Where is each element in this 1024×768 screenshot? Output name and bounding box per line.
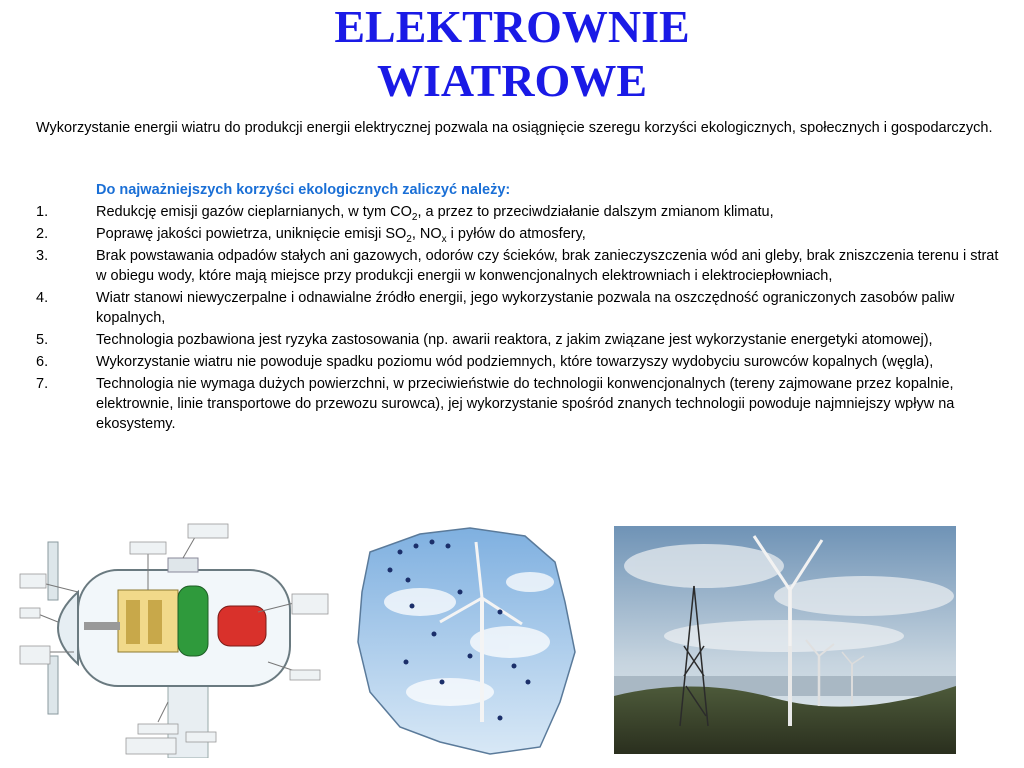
item-text: Wykorzystanie wiatru nie powoduje spadku poziomu wód podziemnych, które towarzyszy wydobyciu surowców kopalnych (węgla), — [96, 354, 934, 370]
intro-paragraph: Wykorzystanie energii wiatru do produkcji energii elektrycznej pozwala na osiągnięcie szeregu korzyści ekologicznych, społecznych i gospodarczych. — [36, 120, 993, 136]
item-number: 1. — [36, 204, 49, 220]
list-item — [36, 246, 1006, 286]
turbine-diagram-image — [18, 522, 330, 758]
title-line-2: WIATROWE — [376, 55, 648, 106]
list-item — [36, 330, 1006, 350]
item-number: 7. — [36, 376, 49, 392]
list-item — [36, 374, 1006, 434]
benefits-list — [36, 202, 1006, 436]
item-text: Redukcję emisji gazów cieplarnianych, w tym $CO_2$, a przez to przeciwdziałanie dalszym zmianom klimatu, — [96, 204, 774, 223]
list-item — [36, 224, 1006, 244]
benefits-subheading: Do najważniejszych korzyści ekologicznych zaliczyć należy: — [96, 182, 511, 198]
wind-farm-photo — [614, 526, 956, 754]
item-number: 5. — [36, 332, 49, 348]
item-text: Brak powstawania odpadów stałych ani gazowych, odorów czy ścieków, brak zanieczyszczenia wód ani gleby, brak zniszczenia terenu i strat w obiegu wody, które mają miejsce przy produkcji energii w konwencjonalnych elektrowniach i elektrociepłowniach, — [96, 248, 999, 284]
title-line-1: ELEKTROWNIE — [334, 1, 690, 52]
item-number: 4. — [36, 290, 49, 306]
poland-map-image — [350, 522, 582, 758]
slide-title — [0, 0, 1024, 108]
list-item — [36, 352, 1006, 372]
item-text: Technologia pozbawiona jest ryzyka zastosowania (np. awarii reaktora, z jakim związane jest wykorzystanie energetyki atomowej), — [96, 332, 933, 348]
item-text: Technologia nie wymaga dużych powierzchni, w przeciwieństwie do technologii konwencjonalnych (tereny zajmowane przez kopalnie, elektrownie, linie transportowe do przewozu surowca), jej wykorzystanie spośród znanych technologii powoduje najmniejszy wpływ na ekosystemy. — [96, 376, 955, 432]
item-number: 6. — [36, 354, 49, 370]
list-item — [36, 288, 1006, 328]
item-text: Wiatr stanowi niewyczerpalne i odnawialne źródło energii, jego wykorzystanie pozwala na oszczędność ograniczonych zasobów paliw kopalnych, — [96, 290, 955, 326]
item-number: 2. — [36, 226, 49, 242]
item-text: Poprawę jakości powietrza, uniknięcie emisji $SO_2$, $NO_x$ i pyłów do atmosfery, — [96, 226, 586, 245]
list-item — [36, 202, 1006, 222]
item-number: 3. — [36, 248, 49, 264]
